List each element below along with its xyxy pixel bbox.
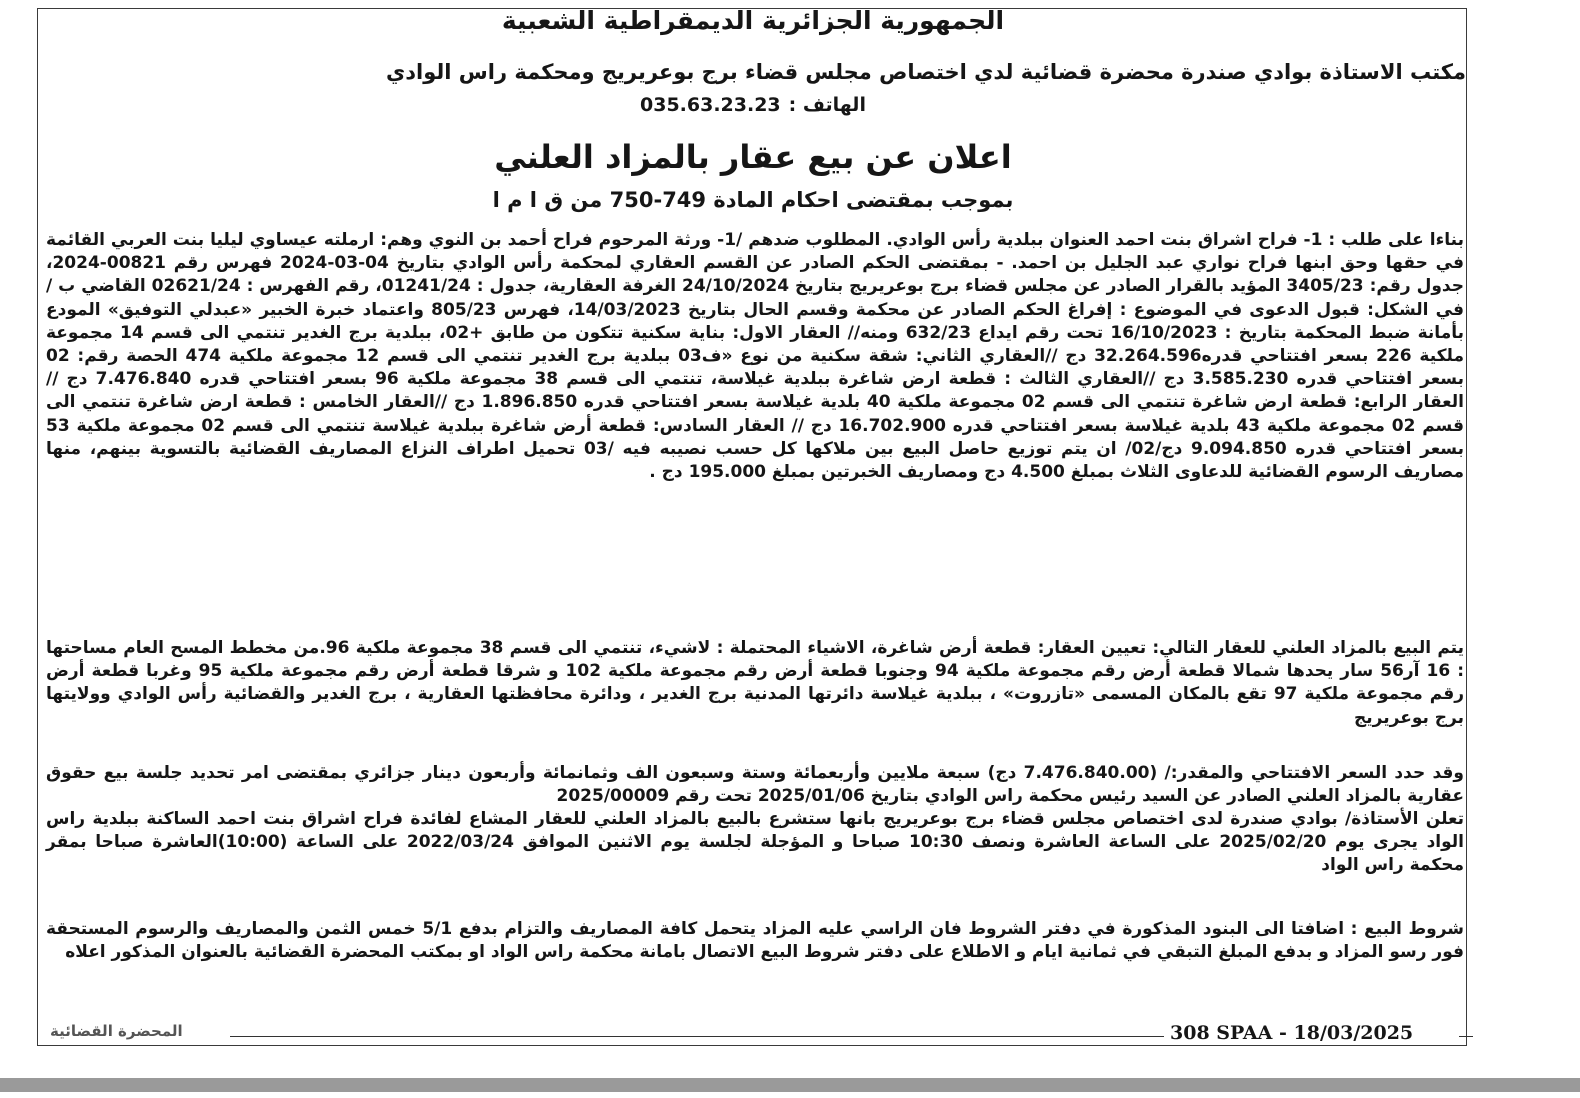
footer-rule [230,1036,1164,1037]
bailiff-signature: المحضرة القضائية [50,1022,183,1040]
sale-conditions-paragraph: شروط البيع : اضافتا الى البنود المذكورة في دفتر الشروط فان الراسي عليه المزاد يتحمل كافة المصاريف والتزام بدفع 5/1 خمس الثمن والمصاريف والرسوم المستحقة فور رسو المزاد و بدفع المبلغ التبقي في ثمانية ايام و الاطلاع على دفتر شروط البيع الاتصال بامانة محكمة راس الواد او بمكتب المحضرة القضائية بالعنوان المذكور اعلاه [46,919,1465,963]
auction-date-paragraph: تعلن الأستاذة/ بوادي صندرة لدى اختصاص مجلس قضاء برج بوعريريج بانها ستشرع بالبيع بالمزاد العلني للعقار المشاع لفائدة فراح اشراق بنت احمد الساكنة ببلدية راس الواد يجرى يوم 2025/02/20 على الساعة العاشرة ونصف 10:30 صباحا و المؤجلة لجلسة يوم الاثنين الموافق 2022/03/24 على الساعة (10:00)العاشرة صباحا بمقر محكمة راس الواد [46,809,1464,876]
opening-price-paragraph: وقد حدد السعر الافتتاحي والمقدر:/ (7.476.840.00 دج) سبعة ملايين وأربعمائة وستة وسبعون الف وثمانمائة وأربعون دينار جزائري بمقتضى امر تحديد جلسة بيع حقوق عقارية بالمزاد العلني الصادر عن السيد رئيس محكمة راس الوادي بتاريخ 2025/01/06 تحت رقم 2025/00009 [46,763,1465,807]
case-details-paragraph: بناءا على طلب : 1- فراح اشراق بنت احمد العنوان ببلدية رأس الوادي. المطلوب ضدهم /1- ورثة المرحوم فراح أحمد بن النوي وهم: ارملته عيساوي ليليا بنت العربي القائمة في حقها وحق ابنها فراح نواري عبد الجليل بن احمد. - بمقتضى الحكم الصادر عن القسم العقاري لمحكمة رأس الوادي بتاريخ 04-03-2024 فهرس رقم 00821-2024، جدول رقم: 3405/23 المؤيد بالقرار الصادر عن مجلس قضاء برج بوعريريج بتاريخ 24/10/2024 الغرفة العقارية، جدول : 01241/24، رقم الفهرس : 02621/24 القاضي ب / في الشكل: قبول الدعوى في الموضوع : إفراغ الحكم الصادر عن محكمة وقسم الحال بتاريخ 14/03/2023، فهرس 805/23 واعتماد خبرة الخبير «عبدلي التوفيق» المودع بأمانة ضبط المحكمة بتاريخ : 16/10/2023 تحت رقم ايداع 632/23 ومنه// العقار الاول: بناية سكنية تتكون من طابق +02، ببلدية برج الغدير تنتمي الى قسم 14 مجموعة ملكية 226 بسعر افتتاحي قدره32.264.596 دج //العقاري الثاني: شقة سكنية من نوع «ف03 ببلدية برج الغدير تنتمي الى قسم 12 مجموعة ملكية 474 الحصة رقم: 02 بسعر افتتاحي قدره 3.585.230 دج //العقاري الثالث : قطعة ارض شاغرة ببلدية غيلاسة، تنتمي الى قسم 38 مجموعة ملكية 96 بسعر افتتاحي قدره 7.476.840 دج // العقار الرابع: قطعة ارض شاغرة تنتمي الى قسم 02 مجموعة ملكية 40 بلدية غيلاسة بسعر افتتاحي قدره 1.896.850 دج //العقار الخامس : قطعة ارض شاغرة تنتمي الى قسم 02 مجموعة ملكية 43 بلدية غيلاسة بسعر افتتاحي قدره 16.702.900 دج // العقار السادس: قطعة أرض شاغرة ببلدية غيلاسة تنتمي الى قسم 02 مجموعة ملكية 53 بسعر افتتاحي قدره 9.094.850 دج/02/ ان يتم توزيع حاصل البيع بين ملاكها كل حسب نصيبه فيه /03 تحميل اطراف النزاع المصاريف القضائية بالتسوية بينهم، منها مصاريف الرسوم القضائية للدعاوى الثلاث بمبلغ 4.500 دج ومصاريف الخبرتين بمبلغ 195.000 دج . [46,230,1464,483]
legal-basis: بموجب بمقتضى احكام المادة 749-750 من ق ا م ا [492,188,1014,212]
announcement-title: اعلان عن بيع عقار بالمزاد العلني [494,138,1012,176]
republic-heading: الجمهورية الجزائرية الديمقراطية الشعبية [501,6,1005,35]
footer-rule-end [1459,1036,1473,1037]
office-line: مكتب الاستاذة بوادي صندرة محضرة قضائية لدي اختصاص مجلس قضاء برج بوعريريج ومحكمة راس الوادي [386,60,1466,84]
phone-label: الهاتف : [788,94,866,116]
page-bottom-band [0,1078,1580,1092]
publication-reference: 308 SPAA - 18/03/2025 [1170,1022,1414,1044]
phone-number: 035.63.23.23 [640,94,781,116]
phone-line [40,94,1466,116]
property-description-paragraph: يتم البيع بالمزاد العلني للعقار التالي: تعيين العقار: قطعة أرض شاغرة، الاشياء المحتملة : لاشيء، تنتمي الى قسم 38 مجموعة ملكية 96.من مخطط المسح العام مساحتها : 16 آر56 سار يحدها شمالا قطعة أرض رقم مجموعة ملكية 94 وجنوبا قطعة أرض رقم مجموعة ملكية 102 و شرقا قطعة أرض رقم مجموعة ملكية 95 وغربا قطعة أرض رقم مجموعة ملكية 97 تقع بالمكان المسمى «تازروت» ، ببلدية غيلاسة دائرتها المدنية برج الغدير ، ودائرة محافظتها العقارية ، برج الغدير والقضائية رأس الوادي وولايتها برج بوعريريج [46,638,1465,728]
